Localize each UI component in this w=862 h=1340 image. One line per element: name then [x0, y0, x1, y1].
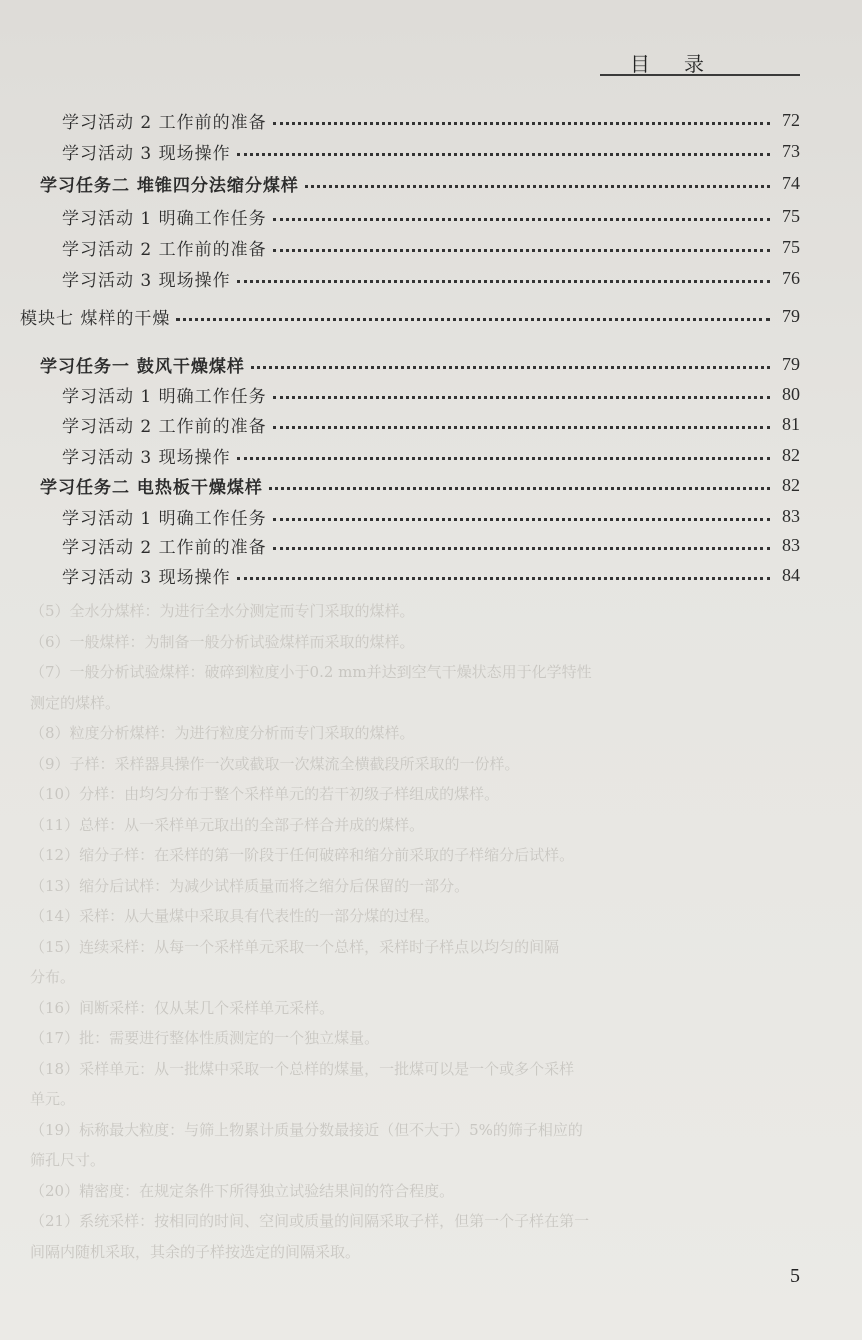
toc-entry-page: 80 — [782, 383, 800, 404]
dot-leader — [305, 184, 770, 188]
dot-leader — [251, 365, 770, 369]
toc-entry-label: 学习任务二 堆锥四分法缩分煤样 — [40, 175, 299, 196]
show-through-line: 筛孔尺寸。 — [30, 1151, 106, 1169]
show-through-line: （8）粒度分析煤样：为进行粒度分析而专门采取的煤样。 — [30, 724, 415, 742]
toc-entry-label: 学习任务一 鼓风干燥煤样 — [40, 356, 245, 377]
toc-entry-activity — [62, 105, 800, 135]
show-through-line: （18）采样单元：从一批煤中采取一个总样的煤量，一批煤可以是一个或多个采样 — [30, 1059, 575, 1078]
toc-entry-page: 82 — [782, 474, 800, 495]
dot-leader — [237, 152, 770, 156]
show-through-line: 测定的煤样。 — [30, 693, 121, 712]
show-through-line: （21）系统采样：按相同的时间、空间或质量的间隔采取子样，但第一个子样在第一 — [30, 1212, 590, 1230]
toc-entry-label: 学习活动 2 工作前的准备 — [62, 112, 267, 133]
show-through-line: （12）缩分子样：在采样的第一阶段于任何破碎和缩分前采取的子样缩分后试样。 — [30, 846, 575, 864]
show-through-line: 间隔内随机采取，其余的子样按选定的间隔采取。 — [30, 1242, 361, 1261]
dot-leader — [273, 395, 770, 399]
show-through-line: （6）一般煤样：为制备一般分析试验煤样而采取的煤样。 — [30, 632, 415, 651]
toc-entry-activity — [62, 560, 800, 590]
toc-entry-page: 74 — [782, 172, 800, 193]
toc-entry-page: 83 — [782, 505, 800, 526]
toc-entry-activity — [62, 232, 800, 262]
toc-entry-label: 模块七 煤样的干燥 — [20, 308, 171, 329]
toc-entry-page: 82 — [782, 444, 800, 465]
toc-entry-activity — [62, 201, 800, 231]
toc-entry-activity — [62, 136, 800, 166]
dot-leader — [273, 248, 770, 252]
dot-leader — [273, 546, 770, 550]
toc-entry-label: 学习活动 1 明确工作任务 — [62, 386, 267, 407]
toc-entry-activity — [62, 379, 800, 409]
toc-entry-activity — [62, 409, 800, 439]
show-through-line: （19）标称最大粒度：与筛上物累计质量分数最接近（但不大于）5%的筛子相应的 — [30, 1120, 583, 1139]
show-through-line: （15）连续采样：从每一个采样单元采取一个总样，采样时子样点以均匀的间隔 — [30, 937, 560, 956]
toc-entry-activity — [62, 440, 800, 470]
toc-entry-label: 学习任务二 电热板干燥煤样 — [40, 477, 263, 498]
show-through-line: （9）子样：采样器具操作一次或截取一次煤流全横截段所采取的一份样。 — [30, 754, 520, 773]
dot-leader — [237, 576, 770, 580]
toc-entry-page: 84 — [782, 564, 800, 585]
page-number: 5 — [790, 1265, 800, 1287]
toc-entry-page: 83 — [782, 534, 800, 555]
show-through-line: （7）一般分析试验煤样：破碎到粒度小于0.2 mm并达到空气干燥状态用于化学特性 — [30, 663, 592, 681]
toc-entry-label: 学习活动 3 现场操作 — [62, 143, 231, 164]
toc-entry-activity — [62, 530, 800, 560]
toc-entry-label: 学习活动 2 工作前的准备 — [62, 239, 267, 260]
dot-leader — [269, 486, 770, 490]
dot-leader — [273, 217, 770, 221]
toc-entry-activity — [62, 263, 800, 293]
toc-entry-page: 76 — [782, 267, 800, 288]
toc-entry-page: 72 — [782, 109, 800, 130]
dot-leader — [237, 279, 770, 283]
toc-entry-page: 73 — [782, 140, 800, 161]
running-header — [600, 44, 800, 76]
dot-leader — [273, 517, 770, 521]
toc-entry-label: 学习活动 2 工作前的准备 — [62, 416, 267, 437]
show-through-line: （14）采样：从大量煤中采取具有代表性的一部分煤的过程。 — [30, 907, 440, 925]
toc-entry-task — [40, 349, 800, 379]
toc-entry-label: 学习活动 3 现场操作 — [62, 567, 231, 588]
dot-leader — [176, 317, 770, 321]
toc-entry-page: 79 — [782, 305, 800, 326]
header-title: 目录 — [630, 52, 738, 76]
dot-leader — [237, 456, 770, 460]
show-through-line: （5）全水分煤样：为进行全水分测定而专门采取的煤样。 — [30, 602, 415, 620]
show-through-line: 分布。 — [30, 968, 76, 986]
toc-entry-activity — [62, 501, 800, 531]
show-through-line: （16）间断采样：仅从某几个采样单元采样。 — [30, 998, 335, 1017]
toc-entry-task — [40, 470, 800, 500]
toc-entry-label: 学习活动 1 明确工作任务 — [62, 508, 267, 529]
show-through-line: （20）精密度：在规定条件下所得独立试验结果间的符合程度。 — [30, 1181, 455, 1200]
toc-entry-module — [20, 301, 800, 331]
toc-entry-task — [40, 168, 800, 198]
toc-entry-page: 79 — [782, 353, 800, 374]
show-through-line: 单元。 — [30, 1090, 76, 1108]
toc-entry-label: 学习活动 1 明确工作任务 — [62, 208, 267, 229]
toc-entry-label: 学习活动 2 工作前的准备 — [62, 537, 267, 558]
show-through-line: （13）缩分后试样：为减少试样质量而将之缩分后保留的一部分。 — [30, 876, 470, 895]
toc-entry-page: 75 — [782, 205, 800, 226]
show-through-line: （17）批：需要进行整体性质测定的一个独立煤量。 — [30, 1029, 380, 1047]
dot-leader — [273, 121, 770, 125]
toc-entry-label: 学习活动 3 现场操作 — [62, 447, 231, 468]
show-through-line: （10）分样：由均匀分布于整个采样单元的若干初级子样组成的煤样。 — [30, 785, 500, 803]
toc-entry-page: 75 — [782, 236, 800, 257]
show-through-line: （11）总样：从一采样单元取出的全部子样合并成的煤样。 — [30, 815, 425, 834]
toc-entry-label: 学习活动 3 现场操作 — [62, 270, 231, 291]
dot-leader — [273, 425, 770, 429]
toc-entry-page: 81 — [782, 413, 800, 434]
